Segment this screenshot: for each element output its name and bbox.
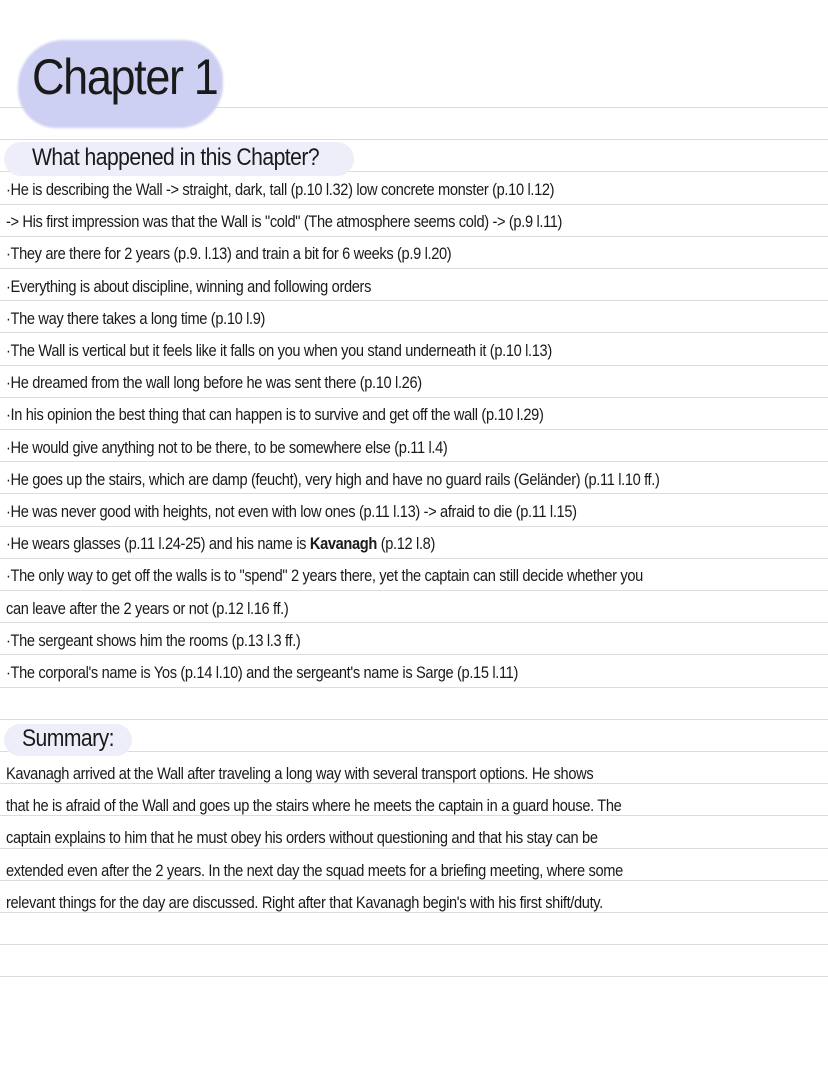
note-item: ·He is describing the Wall -> straight, dark, tall (p.10 l.32) low concrete monster (p.10 l.12) xyxy=(6,180,555,199)
summary-line: extended even after the 2 years. In the next day the squad meets for a briefing meeting, where some xyxy=(6,860,623,880)
note-item: ·The sergeant shows him the rooms (p.13 l.3 ff.) xyxy=(6,630,301,650)
note-item: ·He was never good with heights, not even with low ones (p.11 l.13) -> afraid to die (p.11 l.15) xyxy=(6,502,577,521)
rule-line xyxy=(0,365,828,366)
note-item: -> His first impression was that the Wall is "cold" (The atmosphere seems cold) -> (p.9 l.11) xyxy=(6,212,563,232)
note-item xyxy=(6,534,435,554)
rule-line xyxy=(0,300,828,301)
summary-line: relevant things for the day are discussed. Right after that Kavanagh begin's with his first shift/duty. xyxy=(6,892,603,912)
note-item: ·Everything is about discipline, winning and following orders xyxy=(6,276,372,296)
rule-line xyxy=(0,590,828,591)
rule-line xyxy=(0,493,828,494)
rule-line xyxy=(0,944,828,945)
rule-line xyxy=(0,397,828,398)
rule-line xyxy=(0,429,828,430)
note-item: ·The Wall is vertical but it feels like it falls on you when you stand underneath it (p.10 l.13) xyxy=(6,341,552,360)
note-item: ·The way there takes a long time (p.10 l.9) xyxy=(6,308,266,328)
note-item: ·The corporal's name is Yos (p.14 l.10) and the sergeant's name is Sarge (p.15 l.11) xyxy=(6,663,518,682)
note-text: (p.12 l.8) xyxy=(376,534,435,554)
rule-line xyxy=(0,654,828,655)
rule-line xyxy=(0,719,828,720)
rule-line xyxy=(0,332,828,333)
summary-line: Kavanagh arrived at the Wall after traveling a long way with several transport options. He shows xyxy=(6,764,594,783)
note-item: ·In his opinion the best thing that can happen is to survive and get off the wall (p.10 l.29) xyxy=(6,405,544,425)
note-item: ·He dreamed from the wall long before he was sent there (p.10 l.26) xyxy=(6,373,422,393)
character-name: Kavanagh xyxy=(309,534,377,554)
rule-line xyxy=(0,268,828,269)
summary-line: captain explains to him that he must obey his orders without questioning and that his stay can be xyxy=(6,828,598,848)
summary-line: that he is afraid of the Wall and goes up the stairs where he meets the captain in a guard house. The xyxy=(6,796,622,816)
note-item: can leave after the 2 years or not (p.12 l.16 ff.) xyxy=(6,598,289,618)
note-item: ·He goes up the stairs, which are damp (feucht), very high and have no guard rails (Geländer) (p.11 l.10 ff.) xyxy=(6,469,660,489)
note-text: ·He wears glasses (p.11 l.24-25) and his name is xyxy=(6,534,310,554)
rule-line xyxy=(0,976,828,977)
page-title: Chapter 1 xyxy=(32,49,218,105)
rule-line xyxy=(0,526,828,527)
rule-line xyxy=(0,204,828,205)
note-item: ·He would give anything not to be there, to be somewhere else (p.11 l.4) xyxy=(6,437,448,457)
rule-line xyxy=(0,139,828,140)
note-item: ·They are there for 2 years (p.9. l.13) and train a bit for 6 weeks (p.9 l.20) xyxy=(6,244,452,264)
rule-line xyxy=(0,558,828,559)
section-heading: What happened in this Chapter? xyxy=(32,144,320,171)
rule-line xyxy=(0,236,828,237)
summary-heading: Summary: xyxy=(22,725,115,752)
rule-line xyxy=(0,687,828,688)
note-item: ·The only way to get off the walls is to "spend" 2 years there, yet the captain can still decide whether you xyxy=(6,566,643,586)
rule-line xyxy=(0,461,828,462)
rule-line xyxy=(0,622,828,623)
